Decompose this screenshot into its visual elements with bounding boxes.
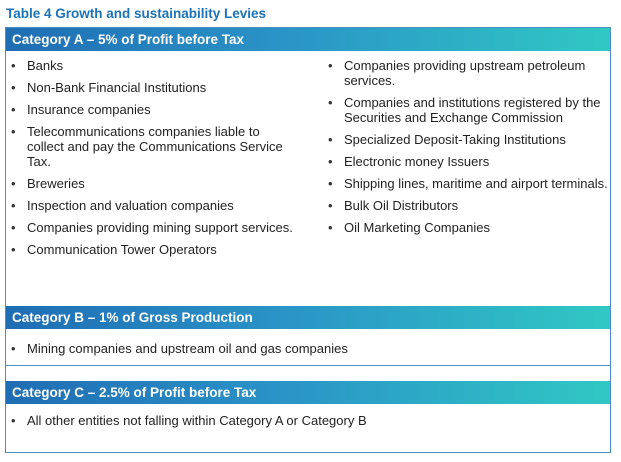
list-item: • Telecommunications companies liable to collect and pay the Communications Service Tax. [8,124,300,169]
list-item: • Mining companies and upstream oil and gas companies [8,341,598,356]
list-item: • Communication Tower Operators [8,242,300,257]
category-a-right-list [325,58,610,242]
list-item: • Banks [8,58,300,73]
list-item: • Bulk Oil Distributors [325,198,610,213]
list-item: • Insurance companies [8,102,300,117]
table-title: Table 4 Growth and sustainability Levies [6,6,267,21]
list-item: • All other entities not falling within Category A or Category B [8,413,598,428]
list-item: • Breweries [8,176,300,191]
row-divider [6,365,610,366]
list-item: • Oil Marketing Companies [325,220,610,235]
list-item: • Inspection and valuation companies [8,198,300,213]
list-item: • Electronic money Issuers [325,154,610,169]
list-item: • Specialized Deposit-Taking Institutions [325,132,610,147]
category-a-header: Category A – 5% of Profit before Tax [6,28,610,51]
category-a-left-list [8,58,300,264]
category-c-header: Category C – 2.5% of Profit before Tax [6,381,610,404]
list-item: • Non-Bank Financial Institutions [8,80,300,95]
list-item: • Shipping lines, maritime and airport terminals. [325,176,610,191]
category-b-list [8,341,598,363]
list-item: • Companies providing upstream petroleum services. [325,58,610,88]
category-b-header: Category B – 1% of Gross Production [6,306,610,329]
category-c-list [8,413,598,435]
list-item: • Companies and institutions registered by the Securities and Exchange Commission [325,95,610,125]
list-item: • Companies providing mining support services. [8,220,300,235]
levies-table [5,27,611,453]
